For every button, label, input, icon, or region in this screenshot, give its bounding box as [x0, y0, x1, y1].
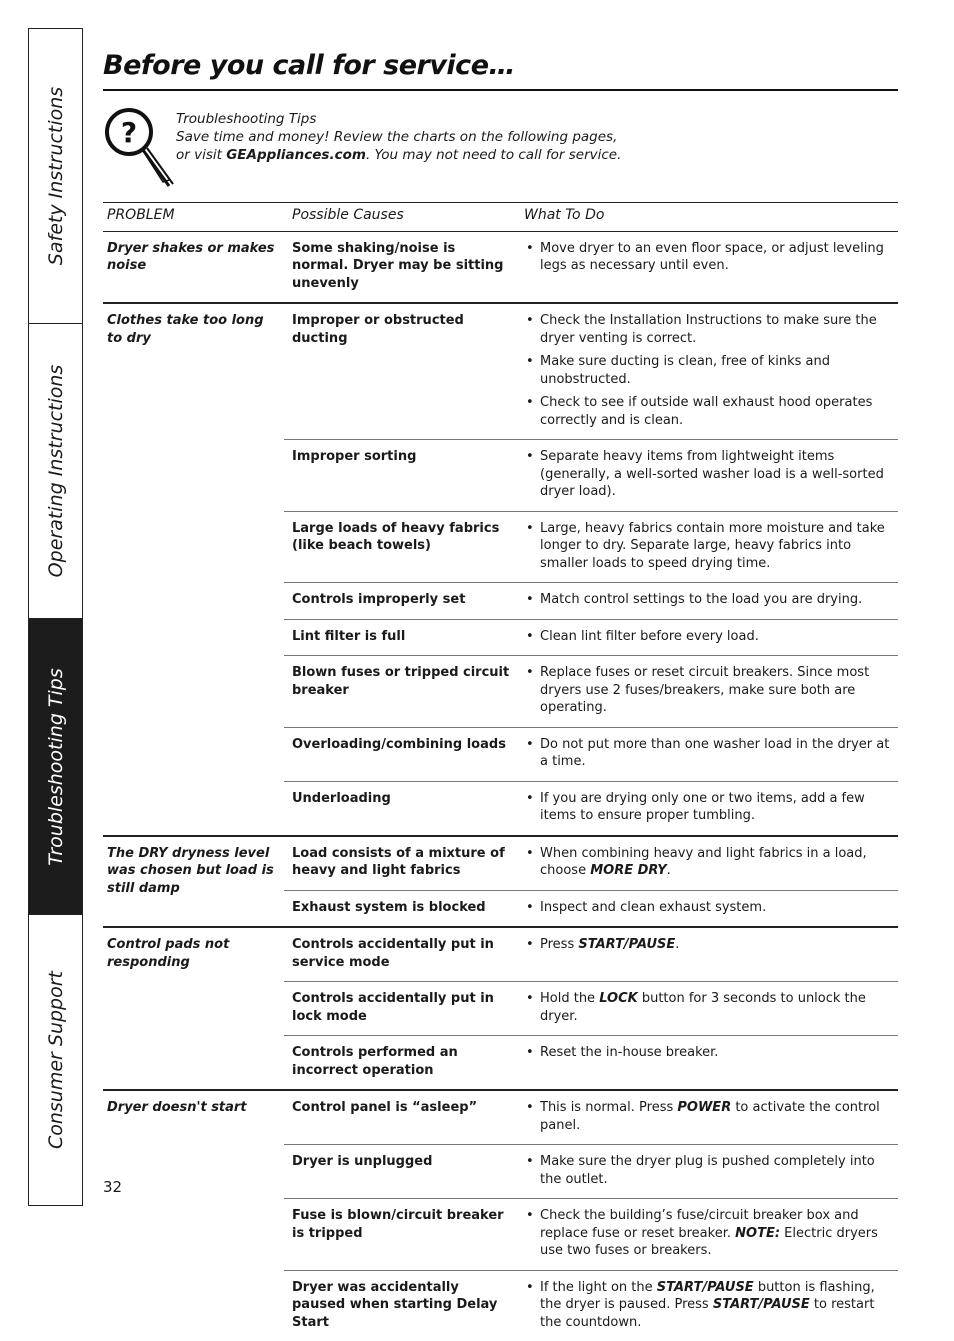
action-item: • Clean lint filter before every load. [524, 628, 894, 646]
action-list [524, 448, 894, 501]
action-list [524, 1153, 894, 1188]
action-list [524, 591, 894, 609]
action-list [524, 990, 894, 1025]
button-name-emphasis: START/PAUSE [578, 937, 676, 952]
troubleshooting-table [103, 202, 898, 1341]
button-name-emphasis: START/PAUSE [712, 1297, 810, 1312]
intro-text-fragment: or visit [176, 147, 227, 163]
cause-cell: Controls improperly set [284, 583, 516, 620]
problem-cell: Control pads not responding [103, 927, 284, 1090]
table-row [103, 1090, 898, 1145]
what-to-do-cell [516, 583, 898, 620]
intro-text [176, 110, 621, 164]
table-row [103, 231, 898, 303]
problem-cell: Dryer doesn't start [103, 1090, 284, 1341]
action-item [524, 1279, 894, 1332]
action-list [524, 736, 894, 771]
action-item [524, 1207, 894, 1260]
action-list [524, 312, 894, 429]
intro-text-fragment: . You may not need to call for service. [365, 147, 622, 163]
question-magnifier-icon [103, 104, 175, 190]
cause-cell: Underloading [284, 781, 516, 836]
button-name-emphasis: POWER [677, 1100, 732, 1115]
what-to-do-cell [516, 890, 898, 927]
button-name-emphasis: MORE DRY [590, 863, 667, 878]
action-text: If the light on the [540, 1279, 657, 1295]
action-item [524, 845, 894, 880]
cause-cell: Dryer is unplugged [284, 1145, 516, 1199]
action-item: • Check the Installation Instructions to make sure the dryer venting is correct. [524, 312, 894, 347]
cause-cell: Blown fuses or tripped circuit breaker [284, 656, 516, 728]
action-item: • Large, heavy fabrics contain more moisture and take longer to dry. Separate large, heavy fabrics into smaller loads to speed drying time. [524, 520, 894, 573]
action-item: • Make sure ducting is clean, free of kinks and unobstructed. [524, 353, 894, 388]
action-list [524, 790, 894, 825]
action-item: • Move dryer to an even floor space, or adjust leveling legs as necessary until even. [524, 240, 894, 275]
action-item: • Inspect and clean exhaust system. [524, 899, 894, 917]
cause-cell: Control panel is “asleep” [284, 1090, 516, 1145]
what-to-do-cell [516, 303, 898, 440]
what-to-do-cell [516, 440, 898, 512]
action-list [524, 1279, 894, 1332]
button-name-emphasis: NOTE: [735, 1225, 781, 1241]
website-link[interactable]: GEAppliances.com [226, 147, 366, 163]
action-item: • If you are drying only one or two items, add a few items to ensure proper tumbling. [524, 790, 894, 825]
what-to-do-cell [516, 836, 898, 891]
what-to-do-cell [516, 982, 898, 1036]
cause-cell: Controls accidentally put in lock mode [284, 982, 516, 1036]
tab-consumer-support[interactable] [29, 915, 82, 1205]
table-row [103, 836, 898, 891]
action-list [524, 1099, 894, 1134]
action-list [524, 1044, 894, 1062]
action-list [524, 240, 894, 275]
what-to-do-cell [516, 727, 898, 781]
what-to-do-cell [516, 231, 898, 303]
action-list [524, 845, 894, 880]
section-tabs [28, 28, 83, 1206]
action-text: Check the building’s fuse/circuit breaker box and replace fuse or reset breaker. [540, 1208, 859, 1241]
button-name-emphasis: LOCK [599, 991, 638, 1006]
action-list [524, 520, 894, 573]
cause-cell: Controls accidentally put in service mode [284, 927, 516, 982]
page-number: 32 [103, 1178, 123, 1196]
what-to-do-cell [516, 927, 898, 982]
action-text: When combining heavy and light fabrics in a load, choose [540, 845, 867, 878]
what-to-do-cell [516, 511, 898, 583]
tab-troubleshooting-tips[interactable] [29, 619, 82, 915]
cause-cell: Overloading/combining loads [284, 727, 516, 781]
action-item: • Replace fuses or reset circuit breakers. Since most dryers use 2 fuses/breakers, make sure both are operating. [524, 664, 894, 717]
header-what-to-do: What To Do [516, 203, 898, 232]
action-list [524, 899, 894, 917]
action-item: • Make sure the dryer plug is pushed completely into the outlet. [524, 1153, 894, 1188]
cause-cell: Controls performed an incorrect operation [284, 1036, 516, 1091]
what-to-do-cell [516, 1199, 898, 1271]
title-rule [103, 89, 898, 91]
header-problem: PROBLEM [103, 203, 284, 232]
page-title: Before you call for service… [103, 50, 516, 81]
action-text: button is flashing, the dryer is paused. Press [540, 1279, 875, 1312]
intro-heading: Troubleshooting Tips [176, 111, 317, 127]
action-item [524, 936, 894, 954]
what-to-do-cell [516, 1090, 898, 1145]
action-list [524, 664, 894, 717]
action-text: button for 3 seconds to unlock the dryer. [540, 991, 866, 1024]
cause-cell: Some shaking/noise is normal. Dryer may be sitting unevenly [292, 240, 504, 291]
cause-cell: Exhaust system is blocked [284, 890, 516, 927]
what-to-do-cell [516, 1145, 898, 1199]
cause-cell: Fuse is blown/circuit breaker is tripped [284, 1199, 516, 1271]
action-text: Electric dryers use two fuses or breakers. [540, 1225, 878, 1258]
tab-label: Safety Instructions [44, 86, 67, 266]
action-text: to activate the control panel. [540, 1100, 880, 1133]
what-to-do-cell [516, 1270, 898, 1341]
action-text: . [675, 937, 680, 952]
action-list [524, 628, 894, 646]
cause-cell: Dryer was accidentally paused when starting Delay Start [284, 1270, 516, 1341]
table-row [103, 927, 898, 982]
action-item: • Match control settings to the load you are drying. [524, 591, 894, 609]
action-text: Press [540, 937, 579, 952]
table-header-row [103, 203, 898, 232]
cause-cell: Improper or obstructed ducting [284, 303, 516, 440]
what-to-do-cell [516, 656, 898, 728]
tab-label: Troubleshooting Tips [44, 667, 67, 866]
tab-label: Consumer Support [44, 970, 67, 1150]
problem-cell: The DRY dryness level was chosen but load is still damp [103, 836, 284, 928]
action-item: • Do not put more than one washer load in the dryer at a time. [524, 736, 894, 771]
action-item: • Check to see if outside wall exhaust hood operates correctly and is clean. [524, 394, 894, 429]
header-possible-causes: Possible Causes [284, 203, 516, 232]
action-item [524, 1099, 894, 1134]
intro-line: Save time and money! Review the charts on the following pages, [176, 129, 618, 145]
action-text: Hold the [540, 991, 600, 1006]
problem-cell: Clothes take too long to dry [103, 303, 284, 836]
action-item [524, 990, 894, 1025]
cause-cell: Lint filter is full [284, 619, 516, 656]
action-list [524, 936, 894, 954]
action-text: to restart the countdown. [540, 1297, 875, 1330]
intro-line [176, 146, 621, 164]
what-to-do-cell [516, 1036, 898, 1091]
cause-cell: Load consists of a mixture of heavy and light fabrics [284, 836, 516, 891]
action-text: This is normal. Press [540, 1100, 678, 1115]
cause-cell: Large loads of heavy fabrics (like beach towels) [284, 511, 516, 583]
tab-safety-instructions[interactable] [29, 29, 82, 324]
table-row [103, 303, 898, 440]
table-body [103, 231, 898, 1341]
tab-label: Operating Instructions [44, 364, 67, 578]
action-list [524, 1207, 894, 1260]
tab-operating-instructions[interactable] [29, 324, 82, 619]
action-text: . [666, 863, 671, 878]
svg-text:?: ? [120, 116, 138, 149]
cause-cell: Improper sorting [284, 440, 516, 512]
action-item: • Separate heavy items from lightweight items (generally, a well-sorted washer load is a well-sorted dryer load). [524, 448, 894, 501]
action-item: • Reset the in-house breaker. [524, 1044, 894, 1062]
what-to-do-cell [516, 619, 898, 656]
problem-cell: Dryer shakes or makes noise [107, 240, 275, 273]
button-name-emphasis: START/PAUSE [656, 1279, 754, 1295]
what-to-do-cell [516, 781, 898, 836]
